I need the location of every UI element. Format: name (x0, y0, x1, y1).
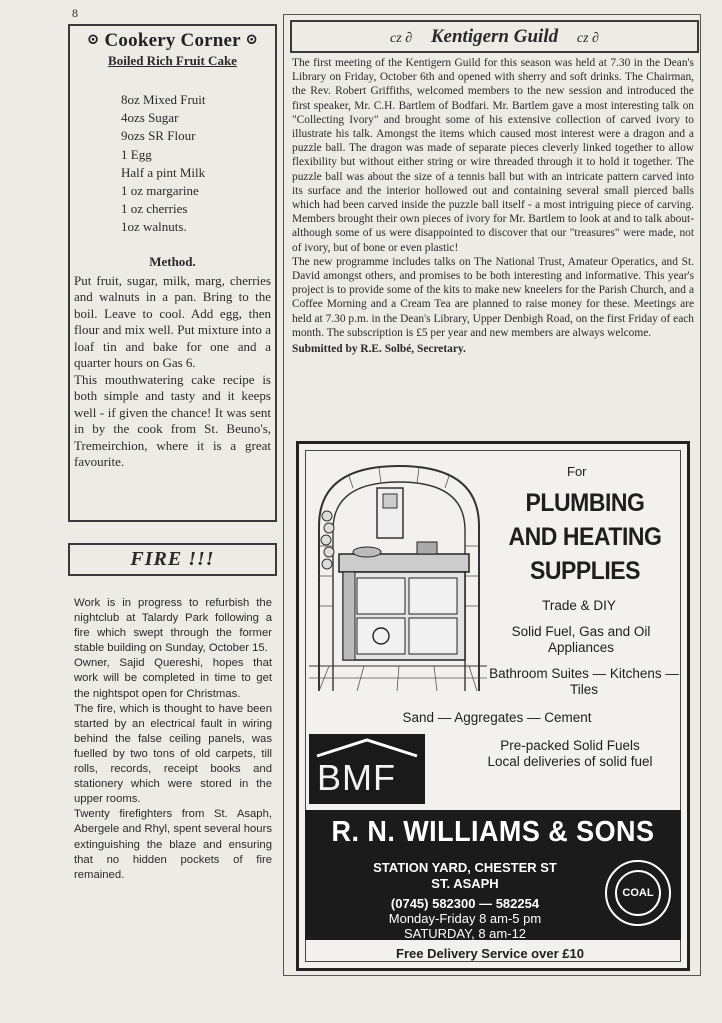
guild-article (292, 56, 694, 356)
free-delivery: Free Delivery Service over £10 (396, 946, 584, 961)
ingredient-item: 1oz walnuts. (121, 219, 187, 235)
ingredient-item: 1 oz margarine (121, 183, 199, 199)
fuel-appliances: Solid Fuel, Gas and Oil Appliances (511, 624, 651, 655)
submitted-by: Submitted by R.E. Solbé, Secretary. (292, 343, 466, 356)
advert-for-label: For (567, 464, 587, 479)
ingredient-item: 1 Egg (121, 146, 152, 162)
trade-diy: Trade & DIY (542, 598, 616, 613)
coal-badge-icon (605, 860, 671, 926)
ingredient-item: 8oz Mixed Fruit (121, 92, 206, 107)
headline-line: SUPPLIES (529, 557, 641, 585)
cookery-corner-box (68, 24, 277, 522)
recipe-closing-text: This mouthwatering cake recipe is both simple and tasty and it keeps well - if given the chance! It was sent in by the cook from St. Beuno's, Tremeirchion, where it is a great favourite. (74, 371, 271, 470)
article-paragraph: Twenty firefighters from St. Asaph, Abergele and Rhyl, spent several hours extinguishing the blaze and ensuring that no hidden pockets of fire remained. (74, 808, 272, 881)
ingredients-list (121, 91, 271, 237)
bmf-logo-text: BMF (317, 757, 396, 798)
coal-badge-text: COAL (615, 870, 661, 916)
plumbing-advert (296, 441, 690, 971)
ingredient-item: 1 oz cherries (121, 201, 188, 217)
article-paragraph: The first meeting of the Kentigern Guild for this season was held at 7.30 in the Dean's Library on Friday, October 6th and opened with sherry and soft drinks. The Chairman, the Rev. Robert Griffiths, welcomed members to the new session and introduced the first speaker, Mr. C.H. Bartlem of Bodfari. Mr. Bartlem gave a most interesting talk on "Collecting Ivory" and brought some of his extensive collection of carved ivory to illustrate his talk. Amongst the items which caused most interest were a dragon and a puzzle ball. The dragon was made of separate pieces cleverly linked together to allow flexibility but without either string or wire threaded through it to hold it together. The puzzle ball was about the size of a tennis ball but with an intricate pattern carved into its surface and the interior hollowed out and containing several small pierced balls which had been carved inside the puzzle ball itself - a most intriguing piece of carving. Members brought their own pieces of ivory for Mr. Bartlem to look at and to talk about- although some of us were disappointed to discover that our "treasures" were made, not of ivory, but of bone or even plastic! (292, 57, 694, 254)
bmf-logo (309, 734, 425, 804)
company-name: R. N. WILLIAMS & SONS (331, 816, 655, 848)
article-paragraph: Owner, Sajid Quereshi, hopes that work will be completed in time to get the nightspot open for Christmas. (74, 657, 272, 700)
ingredient-item: 4ozs Sugar (121, 110, 179, 126)
guild-title-box (290, 20, 699, 53)
article-paragraph: Work is in progress to refurbish the nightclub at Talardy Park following a fire which swept through the former stable building on Sunday, October 15. (74, 597, 272, 655)
company-banner (305, 810, 681, 940)
ingredient-item: 9ozs SR Flour (121, 128, 196, 144)
ornament-icon: cz ∂ (390, 31, 413, 46)
cookery-title (74, 30, 271, 52)
recipe-title: Boiled Rich Fruit Cake (108, 53, 237, 68)
article-paragraph: The new programme includes talks on The National Trust, Amateur Operatics, and St. David amongst others, and promises to be both interesting and informative. This year's project is to provide some of the kits to make new kneelers for the Parish Church, and a Coffee Morning and a Cream Tea are planned to raise money for these. Meetings are held at 7.30 p.m. in the Dean's Library, Upper Denbigh Road, on the first Friday of each month. The subscription is £5 per year and new members are always welcome. (292, 255, 694, 339)
weekday-hours: Monday-Friday 8 am-5 pm (388, 911, 542, 926)
saturday-hours: SATURDAY, 8 am-12 (403, 926, 527, 941)
method-heading: Method. (149, 253, 196, 269)
article-paragraph: The fire, which is thought to have been started by an electrical fault in wiring behind the false ceiling panels, was fuelled by two tons of old carpets, till rolls, records, receipt books and stationery which were stored in the upper rooms. (74, 702, 272, 806)
headline-line: AND HEATING (508, 523, 662, 551)
fire-article (74, 596, 272, 883)
headline-line: PLUMBING (525, 489, 645, 517)
guild-title: Kentigern Guild (430, 26, 559, 47)
prepacked-fuels: Pre-packed Solid Fuels (500, 738, 640, 753)
ingredient-item: Half a pint Milk (121, 164, 206, 180)
advert-headline (493, 486, 677, 588)
bathroom-suites: Bathroom Suites — Kitchens — Tiles (489, 666, 679, 697)
sand-aggregates: Sand — Aggregates — Cement (402, 710, 592, 725)
address-line-1: STATION YARD, CHESTER ST (373, 860, 557, 875)
page-number: 8 (72, 6, 78, 20)
local-deliveries: Local deliveries of solid fuel (487, 754, 653, 769)
address-line-2: ST. ASAPH (431, 876, 499, 891)
phone-number: (0745) 582300 — 582254 (390, 896, 540, 911)
clock-icon: ⊙ (245, 32, 259, 48)
fire-title: FIRE !!! (68, 543, 277, 576)
method-text: Put fruit, sugar, milk, marg, cherries and walnuts in a pan. Bring to the boil. Leave to cool. Add egg, then flour and mix well. Put mixture into a loaf tin and bake for one and a quarter hours on Gas 6. (74, 272, 271, 371)
ornament-icon: cz ∂ (576, 31, 599, 46)
cookery-title-text: Cookery Corner (104, 30, 241, 51)
clock-icon: ⊙ (86, 32, 100, 48)
range-cooker-illustration (309, 456, 487, 696)
